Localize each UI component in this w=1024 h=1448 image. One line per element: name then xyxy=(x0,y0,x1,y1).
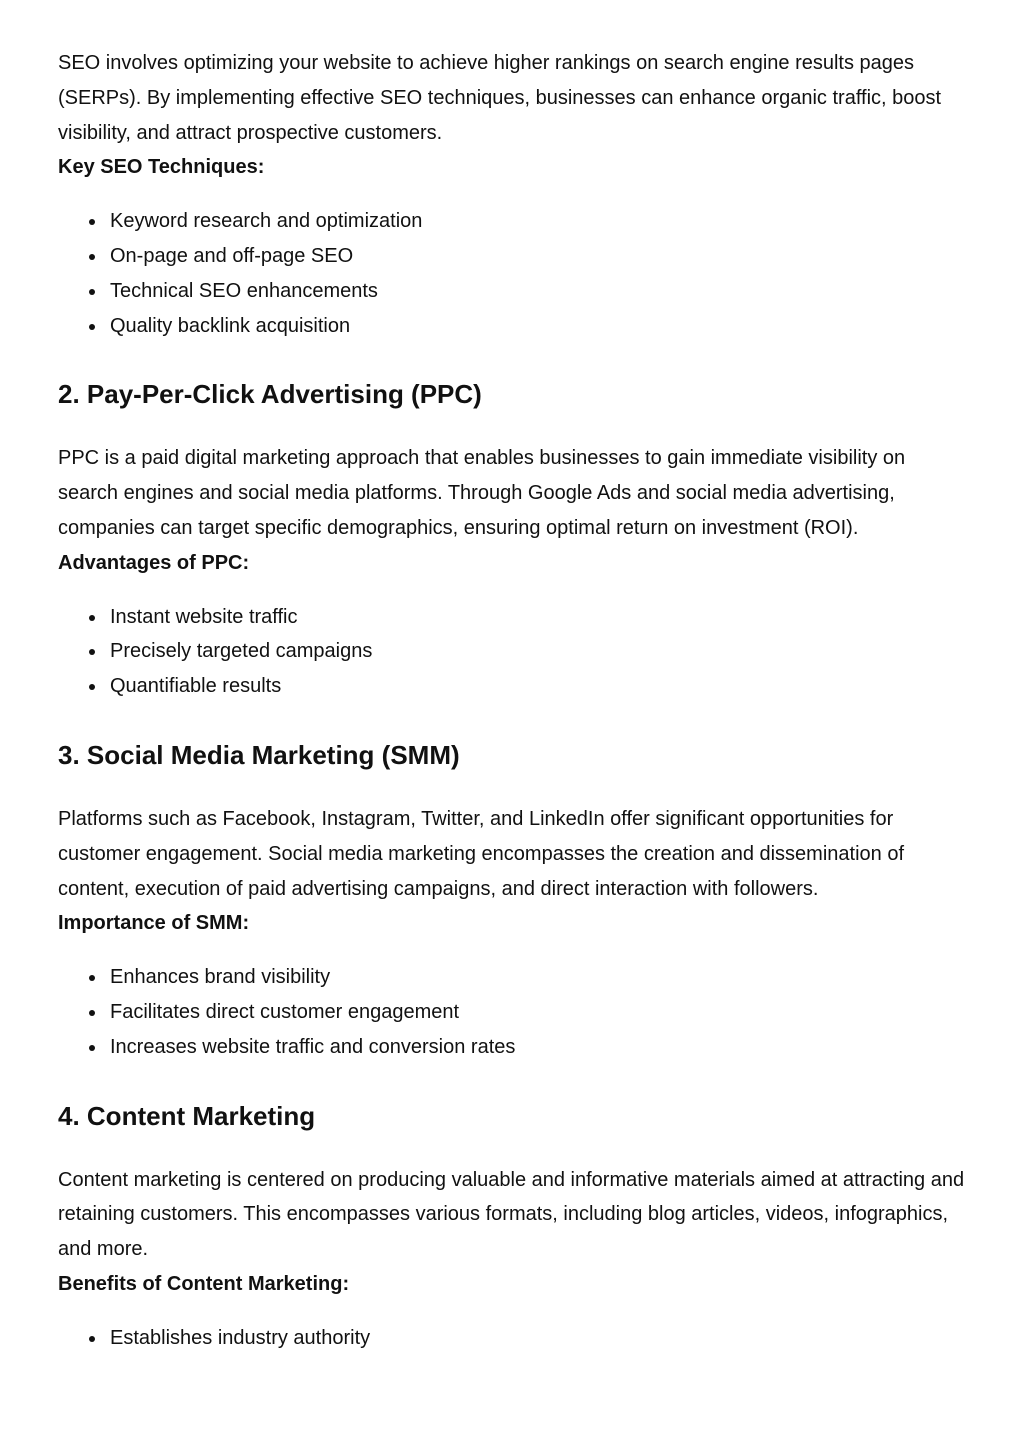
smm-importance-list xyxy=(58,960,966,1064)
ppc-section xyxy=(58,377,966,704)
smm-heading: 3. Social Media Marketing (SMM) xyxy=(58,739,460,770)
list-item-text: Keyword research and optimization xyxy=(110,210,423,233)
list-item-text: Quality backlink acquisition xyxy=(110,314,351,337)
bullet-icon xyxy=(89,1336,95,1342)
list-item xyxy=(110,995,966,1030)
smm-section xyxy=(58,738,966,1065)
list-item xyxy=(110,309,966,344)
bullet-icon xyxy=(89,975,95,981)
bullet-icon xyxy=(89,324,95,330)
list-item-text: Facilitates direct customer engagement xyxy=(110,1000,460,1023)
list-item xyxy=(110,239,966,274)
smm-importance-label: Importance of SMM: xyxy=(58,912,250,935)
list-item-text: Technical SEO enhancements xyxy=(110,279,378,302)
list-item-text: Instant website traffic xyxy=(110,605,298,628)
content-marketing-section xyxy=(58,1099,966,1356)
list-item-text: Precisely targeted campaigns xyxy=(110,640,373,663)
ppc-advantages-label: Advantages of PPC: xyxy=(58,551,250,574)
list-item-text: Quantifiable results xyxy=(110,675,282,698)
seo-paragraph: SEO involves optimizing your website to achieve higher rankings on search engine results pages (SERPs). By implementing effective SEO techniques, businesses can enhance organic traffic, boost visibility, and attract prospective customers. xyxy=(58,52,942,144)
seo-section xyxy=(58,46,966,343)
bullet-icon xyxy=(89,615,95,621)
seo-techniques-list xyxy=(58,204,966,343)
bullet-icon xyxy=(89,1010,95,1016)
list-item-text: Enhances brand visibility xyxy=(110,966,331,989)
list-item xyxy=(110,960,966,995)
list-item xyxy=(110,1321,966,1356)
list-item-text: Increases website traffic and conversion rates xyxy=(110,1035,516,1058)
ppc-paragraph: PPC is a paid digital marketing approach that enables businesses to gain immediate visibility on search engines and social media platforms. Through Google Ads and social media advertising, companies can target specific demographics, ensuring optimal return on investment (ROI). xyxy=(58,447,906,539)
list-item xyxy=(110,1030,966,1065)
bullet-icon xyxy=(89,684,95,690)
content-marketing-benefits-label: Benefits of Content Marketing: xyxy=(58,1272,350,1295)
list-item xyxy=(110,204,966,239)
ppc-advantages-list xyxy=(58,600,966,704)
bullet-icon xyxy=(89,649,95,655)
bullet-icon xyxy=(89,1045,95,1051)
smm-paragraph: Platforms such as Facebook, Instagram, Twitter, and LinkedIn offer significant opportunities for customer engagement. Social media marketing encompasses the creation and dissemination of content, execution of paid advertising campaigns, and direct interaction with followers. xyxy=(58,807,905,900)
list-item-text: On-page and off-page SEO xyxy=(110,244,354,267)
list-item xyxy=(110,600,966,635)
list-item xyxy=(110,669,966,704)
seo-techniques-label: Key SEO Techniques: xyxy=(58,156,265,179)
list-item xyxy=(110,634,966,669)
ppc-heading: 2. Pay-Per-Click Advertising (PPC) xyxy=(58,379,482,410)
list-item-text: Establishes industry authority xyxy=(110,1326,371,1349)
content-marketing-benefits-list xyxy=(58,1321,966,1356)
content-marketing-heading: 4. Content Marketing xyxy=(58,1100,316,1131)
list-item xyxy=(110,274,966,309)
bullet-icon xyxy=(89,254,95,260)
bullet-icon xyxy=(89,219,95,225)
content-marketing-paragraph: Content marketing is centered on producing valuable and informative materials aimed at attracting and retaining customers. This encompasses various formats, including blog articles, videos, infographics, and more. xyxy=(58,1168,965,1261)
bullet-icon xyxy=(89,289,95,295)
